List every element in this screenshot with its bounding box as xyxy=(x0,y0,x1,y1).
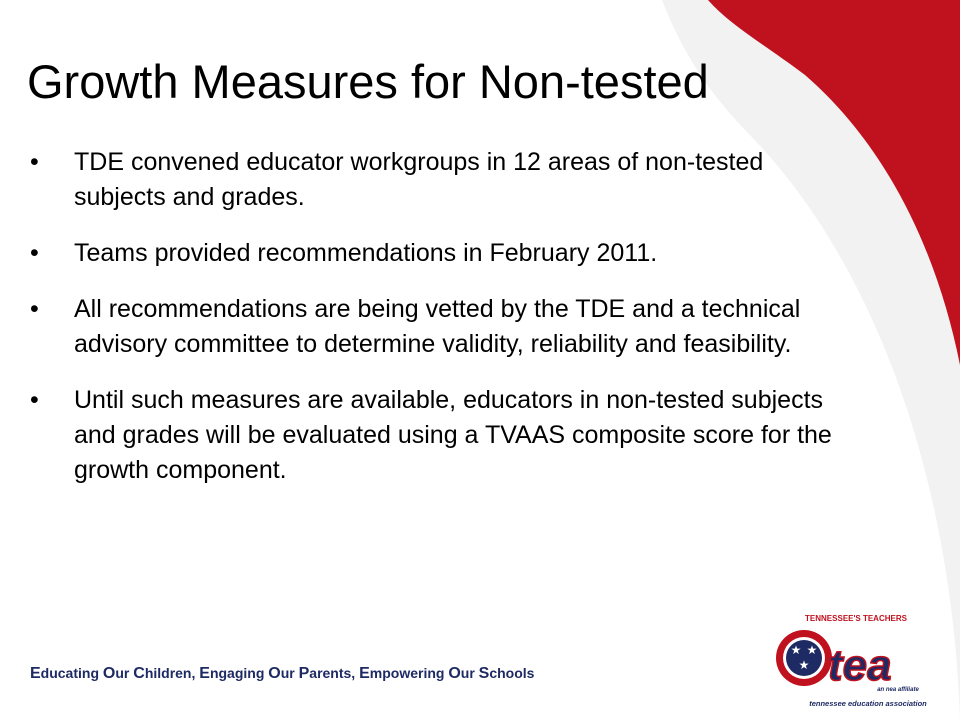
slide-title: Growth Measures for Non-tested xyxy=(27,55,709,108)
tagline-word: Children, xyxy=(133,665,196,682)
svg-text:★: ★ xyxy=(798,658,810,672)
logo-wordmark: tea xyxy=(828,641,892,690)
svg-text:★: ★ xyxy=(790,643,802,657)
tea-logo xyxy=(770,612,942,712)
tagline-word: Educating xyxy=(30,665,100,682)
logo-top-text: TENNESSEE'S TEACHERS xyxy=(805,614,907,623)
bullet-list xyxy=(28,145,858,509)
bullet-item: • All recommendations are being vetted by the TDE and a technical advisory committee to determine validity, reliability and feasibility. xyxy=(28,292,858,362)
logo-bottom-text: tennessee education association xyxy=(809,699,927,708)
bullet-item: • Until such measures are available, educators in non-tested subjects and grades will be evaluated using a TVAAS composite score for the growth component. xyxy=(28,383,858,488)
bullet-item: • Teams provided recommendations in February 2011. xyxy=(28,236,858,271)
bullet-item: • TDE convened educator workgroups in 12 areas of non-tested subjects and grades. xyxy=(28,145,858,215)
tagline-word: Engaging xyxy=(199,665,265,682)
svg-text:★: ★ xyxy=(806,643,818,657)
tagline-word: Our xyxy=(448,665,475,682)
tagline-word: Our xyxy=(268,665,295,682)
logo-affiliate-text: an nea affiliate xyxy=(877,687,919,693)
tagline-word: Parents, xyxy=(298,665,356,682)
footer-tagline xyxy=(30,665,534,683)
tagline-word: Schools xyxy=(478,665,535,682)
tagline-word: Our xyxy=(102,665,130,682)
tagline-word: Empowering xyxy=(359,665,445,682)
tennessee-three-star-icon xyxy=(776,630,832,686)
